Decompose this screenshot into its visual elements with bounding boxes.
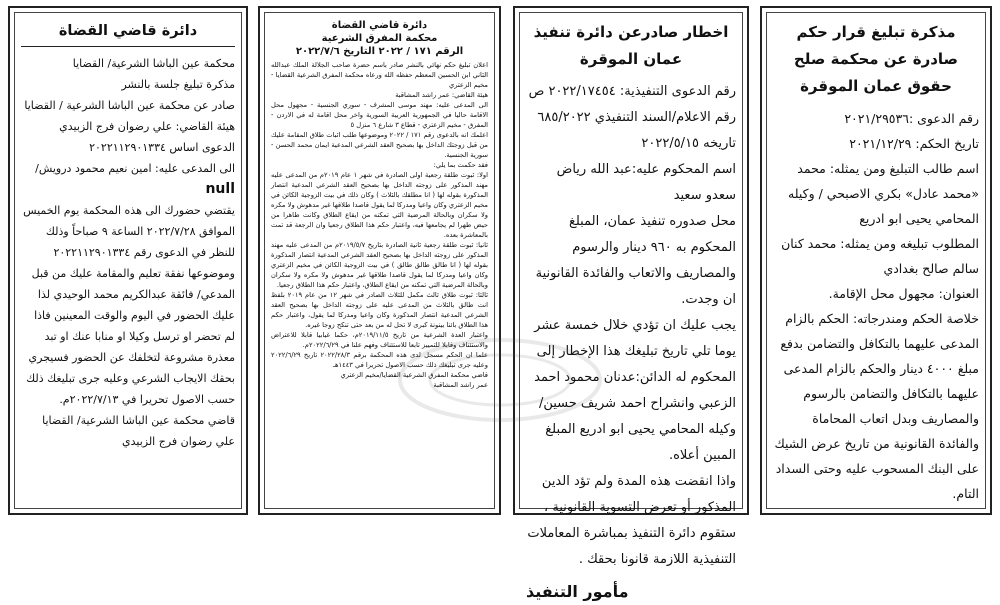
paragraph: علما ان الحكم مسجل لدى هذه المحكمة برقم ٢٠٢٢/٢٨/٣ تاريخ ٢٠٢٢/٦/٢٩ وعليه جرى تبليغك ذلك حسب الاصول تحريرا في ١٤٤٣هـ: [271, 351, 489, 369]
summons-paragraph: يقتضي حضورك الى هذه المحكمة يوم الخميس الموافق ٢٠٢٢/٧/٢٨ الساعة ٩ صباحاً وذلك للنظر في الدعوى رقم ٢٠٢٢١١٢٩٠١٣٣٤ وموضوعها نفقة تعليم والمقامة عليك من قبل المدعي/ فائقة عبدالكريم محمد الوحيدي لذا عليك الحضور في اليوم والوقت المعينين فاذا لم تحضر او ترسل وكيلا او منابا عنك او تبد معذرة مشروعة لتخلفك عن الحضور فسيجري بحقك الايجاب الشرعي وعليه جرى تبليغك ذلك حسب الاصول تحريرا في ٢٠٢٢/٧/١٣م.: [23, 204, 235, 406]
judge-line: هيئة القاضي: علي رضوان فرج الزبيدي: [59, 120, 235, 133]
amount-paragraph: محل صدوره تنفيذ عمان، المبلغ المحكوم به ٩٦٠ دينار والرسوم والمصاريف والاتعاب والفائدة القانونية ان وجدت.: [535, 214, 736, 307]
mafraq-court-heading: [271, 19, 488, 58]
court-name: محكمة عين الباشا الشرعية/ القضايا: [72, 57, 235, 70]
execution-instrument-number: رقم الاعلام/السند التنفيذي ٦٨٥/٢٠٢٢ تاريخه ٢٠٢٢/٥/١٥: [537, 110, 736, 151]
ain-basha-court-notice-column: [8, 6, 248, 515]
debtor-name: اسم المحكوم عليه:عبد الله رياض سعدو سعيد: [556, 162, 736, 203]
judgment-notice-column: [760, 6, 992, 515]
case-number-line: رقم الدعوى :٢٠٢١/٢٩٥٣٦: [844, 111, 979, 126]
null-text: null: [205, 181, 235, 197]
paragraph: الى المدعى عليه: مهند موسى المشرف - سوري الجنسية - مجهول محل الاقامة حاليا في الجمهورية العربية السورية واخر محل اقامة له في الاردن - المفرق - مخيم الزعتري - قطاع ٣ شارع ٦ منزل ٥: [271, 101, 488, 129]
requester-line: اسم طالب التبليغ ومن يمثله: محمد «محمد عادل» بكري الاصبحي / وكيله المحامي يحيى ابو ادريع: [788, 161, 979, 226]
paragraph: ثانيا: ثبوت طلقة رجعية ثانية الصادرة بتاريخ ٢٠١٩/٥/٧م من المدعى عليه مهند المذكور على زوجته الداخل بها بصحيح العقد الشرعي المدعية انتصار المذكورة بقوله لها ( انا طالق طالق طالق ) في بيت الزوجية الكائن في مخيم الزعتري وكان واعيا ومدركا لما يقول قاصدا طلاقها غير مدهوش ولا مكره ولا سكران وبالحالة المرضية التي تمكنه من ايقاع الطلاق، واعتبار حكم هذا الطلاق رجعيا.: [271, 241, 488, 289]
address-line: العنوان: مجهول محل الإقامة.: [828, 286, 979, 301]
signature-name: علي رضوان فرج الزبيدي: [121, 435, 235, 448]
execution-notice-column: [513, 6, 749, 601]
signature-title: قاضي محكمة عين الباشا الشرعية/ القضايا: [42, 414, 235, 427]
heading-line: الرقم ١٧١ / ٢٠٢٢ التاريخ ٢٠٢٢/٧/٦: [295, 46, 464, 57]
execution-officer-signature: مأمور التنفيذ: [526, 582, 629, 601]
judgment-notice-body: [773, 106, 979, 506]
consequence-paragraph: واذا انقضت هذه المدة ولم تؤد الدين المذكور أو تعرض التسوية القانونية ، ستقوم دائرة التنفيذ بمباشرة المعاملات التنفيذية اللازمة قانونا بحقك .: [527, 474, 736, 567]
paragraph: واعتبار العدة الشرعية من تاريخ ٢٠١٩/١١/٥م، حكما غيابيا قابلا للاعتراض والاستئناف وقابلا للتمييز تابعا للاستئناف وفهم علنا في ٢٠٢٢/٦/٢٩م.: [271, 331, 488, 349]
paragraph: اولا: ثبوت طلقة رجعية اولى الصادرة في شهر ١ عام ٢٠١٩م من المدعى عليه مهند المذكور على زوجته الداخل بها بصحيح العقد الشرعي المدعية انتصار المذكورة بقوله لها ( انا مطلقك بالثلاث ) وكان ذلك في بيت الزوجية الكائن في مخيم الزعتري وكان واعيا ومدركا لما يقول قاصدا طلاقها غير مدهوش ولا مكره ولا سكران وبالحالة المرضية التي تمكنه من ايقاع الطلاق وكانت طاهرا من حيض طهرا لم يجامعها فيه، واعتبار حكم هذا الطلاق رجعيا وان الرجعة قد تمت بالمعاشرة بعده.: [271, 171, 489, 239]
signature-name: عمر راشد المشاقبة: [433, 381, 488, 389]
judgment-summary: خلاصة الحكم ومندرجاته: الحكم بالزام المدعى عليهما بالتكافل والتضامن بدفع مبلغ ٤٠٠٠ دينار والحكم بالزام المدعى عليهما بالتكافل والتضامن بالرسوم والمصاريف وبدل اتعاب المحاماة والفائدة القانونية من تاريخ عرض الشيك على البنك المسحوب عليه وحتى السداد التام.: [774, 311, 979, 501]
paragraph: فقد حكمت بما يلي:: [433, 161, 488, 169]
judgment-notice-frame: [766, 12, 986, 509]
judgment-notice-heading: مذكرة تبليغ قرار حكم صادرة عن محكمة صلح حقوق عمان الموقرة: [793, 23, 959, 95]
signature-title: قاضي محكمة المفرق الشرعية القضايا/مخيم الزعتري: [340, 371, 488, 379]
mafraq-court-notice-column: [258, 6, 501, 515]
ain-basha-court-notice-frame: [14, 12, 242, 509]
execution-notice-frame: [519, 12, 743, 601]
paragraph: اعلمك انه بالدعوى رقم ١٧١ / ٢٠٢٢ وموضوعها طلب اثبات طلاق المقامة عليك من قبل زوجتك الداخل بها بصحيح العقد الشرعي المدعية ايمان محمد الحسن - سورية الجنسية.: [271, 131, 488, 159]
judgment-date-line: تاريخ الحكم: ٢٠٢١/١٢/٢٩: [849, 136, 979, 151]
mafraq-court-notice-frame: [264, 12, 495, 509]
recipient-line: المطلوب تبليغه ومن يمثله: محمد كنان سالم صالح بغدادي: [781, 236, 979, 276]
paragraph: اعلان تبليغ حكم نهائي بالنشر صادر باسم حضرة صاحب الجلالة الملك عبدالله الثاني ابن الحسين المعظم حفظه الله ورعاه محكمة المفرق الشرعية القضايا - مخيم الزعتري: [271, 61, 488, 89]
payment-obligation-paragraph: يجب عليك ان تؤدي خلال خمسة عشر يوما تلي تاريخ تبليغك هذا الإخطار إلى المحكوم له الدائن:عدنان محمود احمد الزعبي وانشراح احمد شريف حسين/ وكيله المحامي يحيى ابو ادريع المبلغ المبين أعلاه.: [534, 318, 736, 463]
issuer-line: صادر عن محكمة عين الباشا الشرعية / القضايا: [24, 99, 235, 112]
defendant-line: الى المدعى عليه: امين نعيم محمود درويش/: [35, 162, 235, 175]
notice-type: مذكرة تبليغ جلسة بالنشر: [121, 78, 235, 91]
execution-notice-heading: اخطار صادرعن دائرة تنفيذ عمان الموقرة: [533, 23, 729, 68]
execution-notice-body: [526, 79, 736, 605]
execution-case-number: رقم الدعوى التنفيذية: ٢٠٢٢/١٧٤٥٤ ص: [528, 84, 736, 99]
heading-line: محكمة المفرق الشرعية: [321, 33, 438, 44]
case-basis-line: الدعوى اساس ٢٠٢٢١١٢٩٠١٣٣٤: [89, 141, 235, 154]
ain-basha-heading: دائرة قاضي القضاة: [21, 19, 235, 47]
paragraph: ثالثا: ثبوت طلاق ثالث مكمل للثلاث الصادر في شهر ١٢ من عام ٢٠١٩ بلفظ انت طالق بالثلاث من المدعى عليه على زوجته الداخل بها بصحيح العقد الشرعي المدعية انتصار المذكورة وكان واعيا ومدركا لما يقول، واعتبار حكم هذا الطلاق بائنا بينونة كبرى لا تحل له من بعد حتى تنكح زوجا غيره.: [271, 291, 488, 329]
paragraph: هيئة القاضي: عمر راشد المشاقبة: [395, 91, 488, 99]
mafraq-court-body: [271, 60, 488, 390]
heading-line: دائرة قاضي القضاة: [331, 20, 428, 31]
ain-basha-body: [21, 53, 235, 452]
